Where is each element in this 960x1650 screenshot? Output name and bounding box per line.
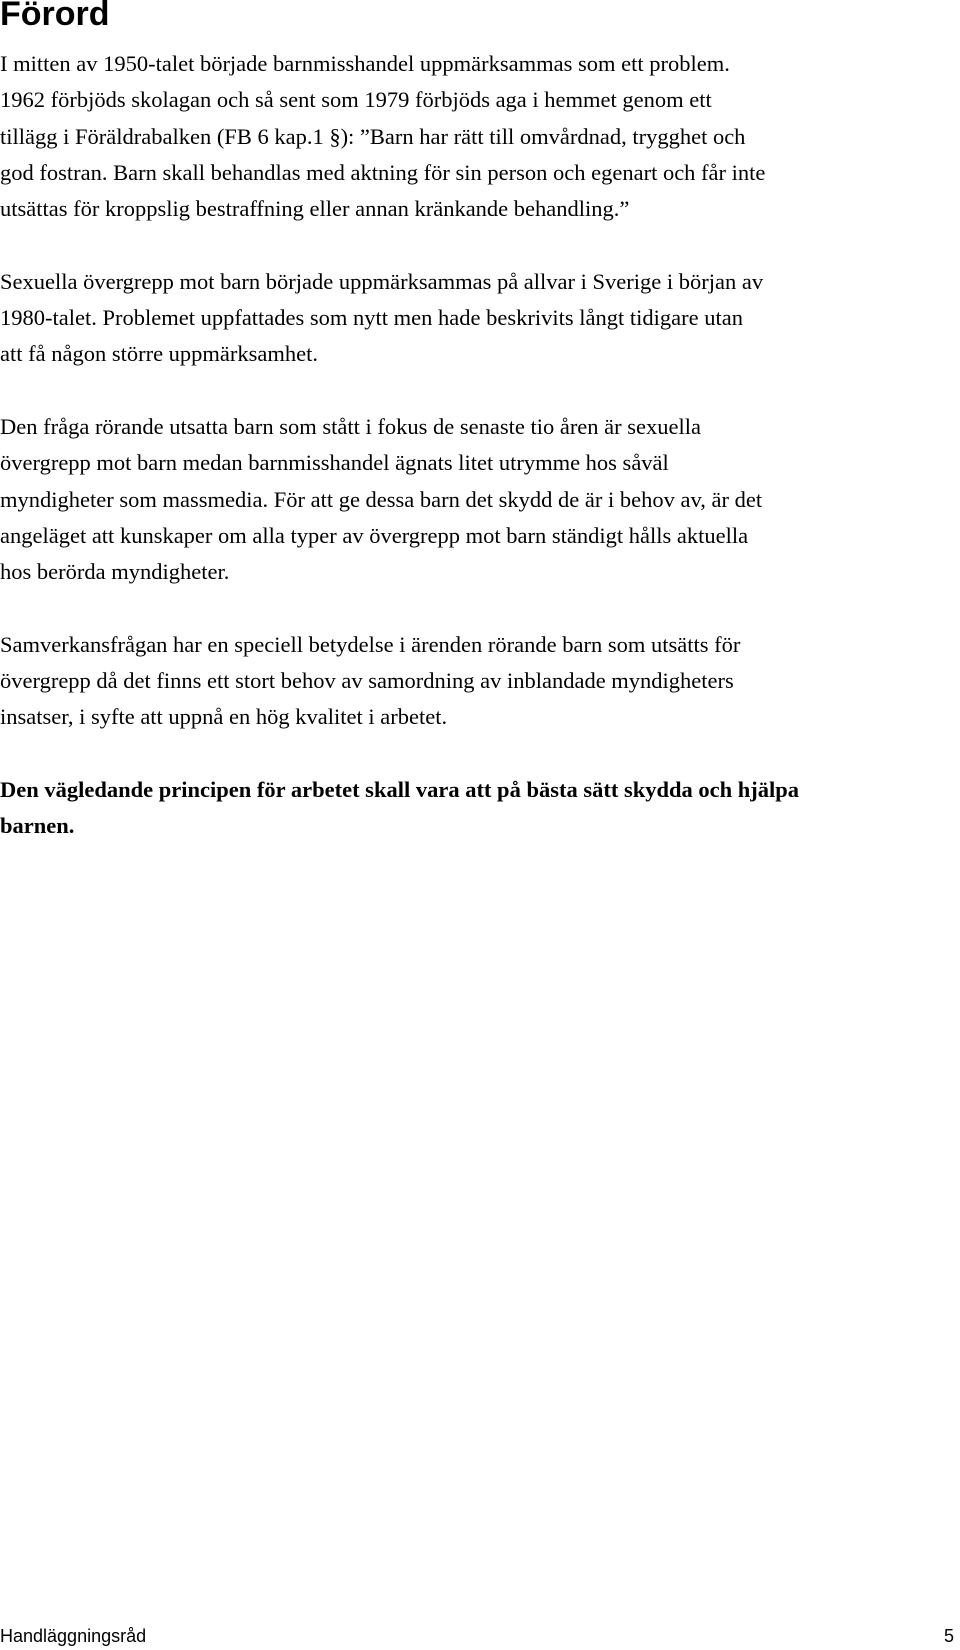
text-line: myndigheter som massmedia. För att ge dessa barn det skydd de är i behov av, är det xyxy=(0,486,763,512)
text-line: övergrepp då det finns ett stort behov av samordning av inblandade myndigheters xyxy=(0,668,734,694)
text-line: angeläget att kunskaper om alla typer av övergrepp mot barn ständigt hålls aktuella xyxy=(0,522,749,548)
text-line: 1980-talet. Problemet uppfattades som nytt men hade beskrivits långt tidigare utan xyxy=(0,305,743,331)
text-line: insatser, i syfte att uppnå en hög kvalitet i arbetet. xyxy=(0,704,448,730)
text-line: att få någon större uppmärksamhet. xyxy=(0,341,319,367)
text-line: barnen. xyxy=(0,813,75,839)
page-footer xyxy=(0,1624,960,1648)
page-title: Förord xyxy=(0,0,110,33)
text-line: I mitten av 1950-talet började barnmisshandel uppmärksammas som ett problem. xyxy=(0,51,730,76)
document-body xyxy=(0,46,950,881)
text-line: tillägg i Föräldrabalken (FB 6 kap.1 §): ”Barn har rätt till omvårdnad, trygghet och xyxy=(0,123,746,149)
paragraph-guiding-principle xyxy=(0,772,950,845)
text-line: god fostran. Barn skall behandlas med aktning för sin person och egenart och får inte xyxy=(0,159,766,185)
text-line: övergrepp mot barn medan barnmisshandel ägnats litet utrymme hos såväl xyxy=(0,450,669,476)
text-line: 1962 förbjöds skolagan och så sent som 1979 förbjöds aga i hemmet genom ett xyxy=(0,87,712,113)
paragraph-history xyxy=(0,46,950,227)
paragraph-focus xyxy=(0,409,950,590)
paragraph-sexual-abuse xyxy=(0,264,950,373)
text-line: Sexuella övergrepp mot barn började uppmärksammas på allvar i Sverige i början av xyxy=(0,268,764,294)
text-line: Samverkansfrågan har en speciell betydelse i ärenden rörande barn som utsätts för xyxy=(0,631,741,657)
text-line: Den vägledande principen för arbetet skall vara att på bästa sätt skydda och hjälpa xyxy=(0,776,800,802)
paragraph-cooperation xyxy=(0,627,950,736)
text-line: hos berörda myndigheter. xyxy=(0,559,230,585)
text-line: utsättas för kroppslig bestraffning eller annan kränkande behandling.” xyxy=(0,196,630,222)
page-number: 5 xyxy=(943,1626,954,1646)
footer-document-name: Handläggningsråd xyxy=(0,1626,147,1646)
text-line: Den fråga rörande utsatta barn som stått i fokus de senaste tio åren är sexuella xyxy=(0,413,701,439)
